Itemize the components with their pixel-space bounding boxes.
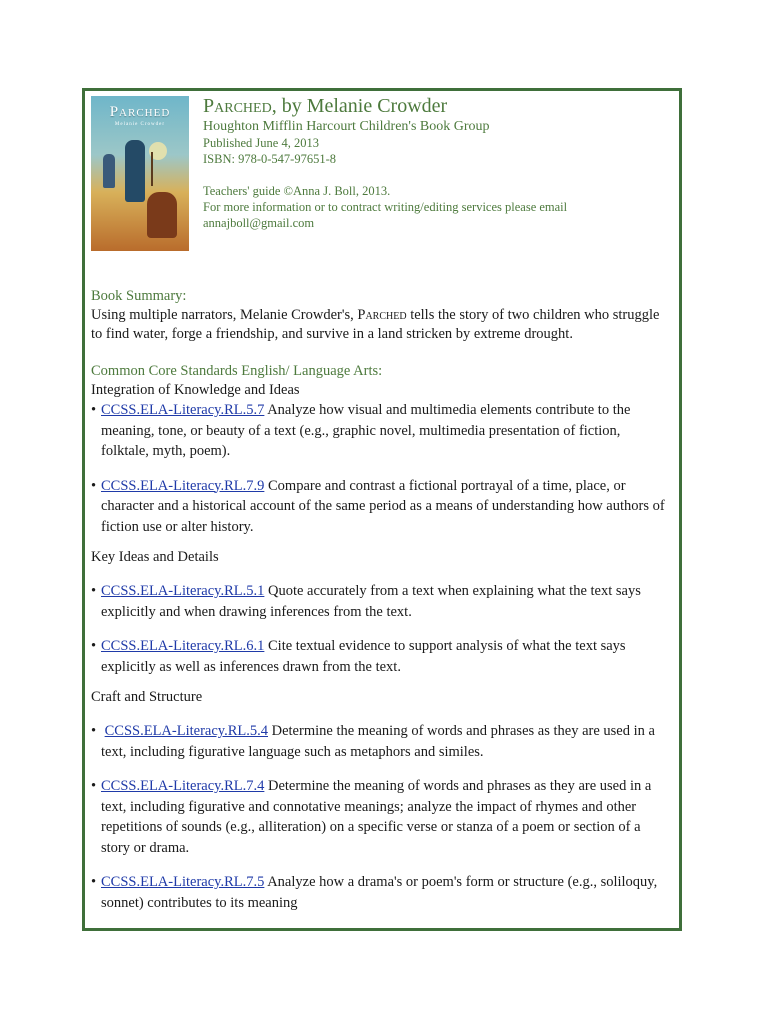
group-title: Craft and Structure [91,689,203,705]
page-frame [82,88,682,931]
standards-heading: Common Core Standards English/ Language Arts: [91,363,383,379]
standard-item: • CCSS.ELA-Literacy.RL.5.4 Determine the meaning of words and phrases as they are used in a text, including figurative language such as metaphors and similes. [91,723,655,760]
standard-item: • CCSS.ELA-Literacy.RL.5.1 Quote accurately from a text when explaining what the text says explicitly and when drawing inferences from the text. [91,583,641,620]
book-header [91,94,673,254]
guide-copyright: Teachers' guide ©Anna J. Boll, 2013. [203,184,391,198]
summary-text: Using multiple narrators, Melanie Crowder's, Parched tells the story of two children who struggle to find water, forge a friendship, and survive in a land stricken by extreme drought. [91,307,660,342]
cover-author: Melanie Crowder [114,122,166,127]
cover-child-small [103,154,115,188]
book-info [203,94,673,231]
main-content [91,287,671,913]
standard-link[interactable]: CCSS.ELA-Literacy.RL.5.7 [101,402,265,418]
published-date: Published June 4, 2013 [203,136,319,150]
standard-item: • CCSS.ELA-Literacy.RL.5.7 Analyze how visual and multimedia elements contribute to the meaning, tone, or beauty of a text (e.g., graphic novel, multimedia presentation of fiction, folktale, myth, poem). [91,402,631,459]
standard-item: • CCSS.ELA-Literacy.RL.6.1 Cite textual evidence to support analysis of what the text says explicitly as well as inferences drawn from the text. [91,638,626,675]
standard-link[interactable]: CCSS.ELA-Literacy.RL.6.1 [101,638,265,654]
standard-link[interactable]: CCSS.ELA-Literacy.RL.5.1 [101,583,265,599]
standard-link[interactable]: CCSS.ELA-Literacy.RL.7.4 [101,778,265,794]
book-cover-image [91,96,189,251]
cover-title: Parched [109,104,171,120]
standard-item: • CCSS.ELA-Literacy.RL.7.5 Analyze how a drama's or poem's form or structure (e.g., soliloquy, sonnet) contributes to its meaning [91,874,658,911]
standard-link[interactable]: CCSS.ELA-Literacy.RL.7.9 [101,477,265,494]
summary-heading: Book Summary: [91,288,187,304]
publisher: Houghton Mifflin Harcourt Children's Book Group [203,119,490,134]
cover-dog [147,192,177,238]
contact-email: annajboll@gmail.com [203,216,315,230]
standard-item: • CCSS.ELA-Literacy.RL.7.4 Determine the meaning of words and phrases as they are used in a text, including figurative and connotative meanings; analyze the impact of rhymes and other repetitions of sounds (e.g., alliteration) on a specific verse or stanza of a poem or section of a story or drama. [91,778,652,856]
standard-link[interactable]: CCSS.ELA-Literacy.RL.5.4 [104,723,268,739]
cover-child-tall [125,140,145,202]
standard-link[interactable]: CCSS.ELA-Literacy.RL.7.5 [101,874,265,890]
group-title: Integration of Knowledge and Ideas [91,382,300,398]
group-title: Key Ideas and Details [91,549,219,565]
book-title: Parched, by Melanie Crowder [203,95,448,117]
cover-tree [151,152,153,186]
isbn: ISBN: 978-0-547-97651-8 [203,152,336,166]
contact-text: For more information or to contract writing/editing services please email [203,200,568,214]
standard-item: • CCSS.ELA-Literacy.RL.7.9 Compare and contrast a fictional portrayal of a time, place, or character and a historical account of the same period as a means of understanding how authors of fiction use or alter history. [91,477,665,535]
